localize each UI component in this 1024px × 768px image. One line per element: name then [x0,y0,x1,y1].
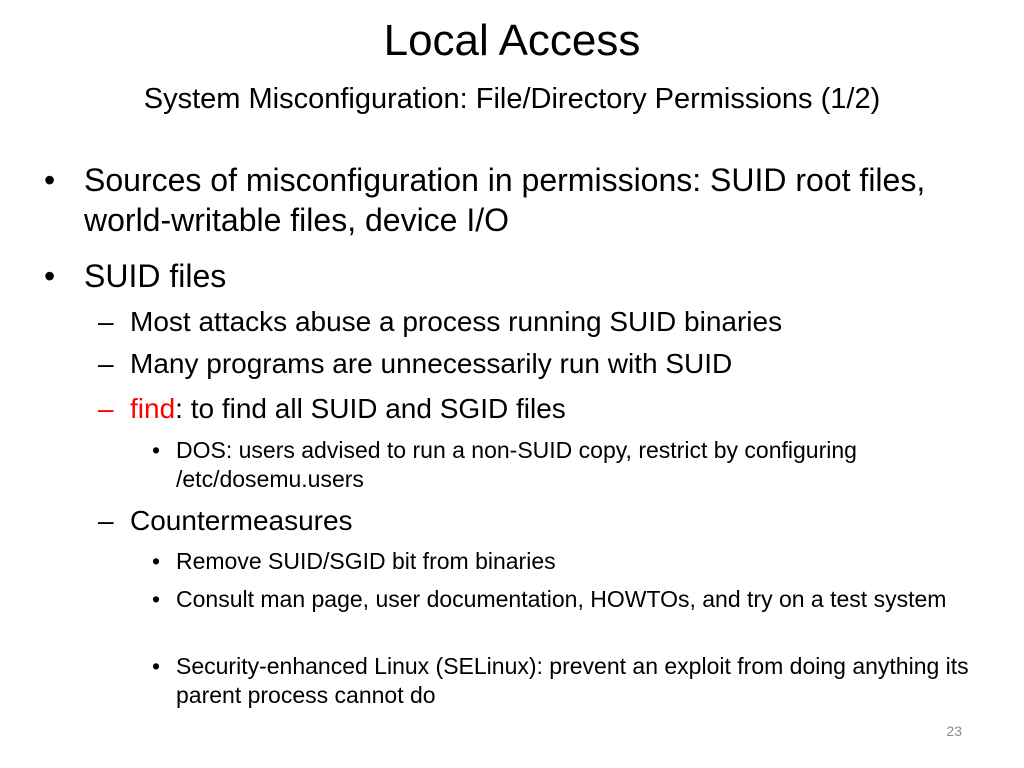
sub-item-countermeasures [98,503,990,539]
bullet-dot-icon: • [152,653,161,679]
dash-icon: – [98,306,114,337]
sub-sub-item-text: Remove SUID/SGID bit from binaries [176,548,556,574]
sub-item-text: Most attacks abuse a process running SUID binaries [130,306,783,337]
bullet-text: SUID files [84,258,227,294]
bullet-dot-icon: • [152,586,161,612]
bullet-dot-icon: • [44,258,56,294]
sub-item-text: : to find all SUID and SGID files [175,393,566,424]
sub-sub-item-text: DOS: users advised to run a non-SUID copy, restrict by configuring /etc/dosemu.users [176,437,857,492]
slide-body [0,160,1024,720]
find-command-highlight: find [130,393,176,424]
sub-sub-item-remove-suid [152,547,976,576]
bullet-dot-icon: • [152,437,161,463]
sub-sub-item-dos [152,436,976,494]
page-number: 23 [946,723,962,739]
sub-sub-item-text: Security-enhanced Linux (SELinux): prevent an exploit from doing anything its parent process cannot do [176,653,969,708]
sub-sub-item-text: Consult man page, user documentation, HOWTOs, and try on a test system [176,586,947,612]
sub-item-most-attacks [98,304,990,340]
bullet-item-suid-files [44,256,984,296]
sub-sub-item-selinux [152,652,976,710]
dash-icon: – [98,505,114,536]
sub-item-find [98,391,990,427]
bullet-item-misconfiguration-sources [44,160,984,240]
bullet-dot-icon: • [44,162,56,198]
dash-icon: – [98,348,114,379]
bullet-dot-icon: • [152,548,161,574]
dash-icon: – [98,393,114,424]
sub-item-many-programs [98,346,990,382]
sub-item-text: Many programs are unnecessarily run with SUID [130,348,733,379]
slide-title: Local Access [383,16,641,65]
bullet-text: Sources of misconfiguration in permissions: SUID root files, world-writable files, device I/O [84,162,926,238]
slide-subtitle: System Misconfiguration: File/Directory Permissions (1/2) [143,83,881,115]
sub-sub-item-consult-man-page [152,585,976,614]
sub-item-text: Countermeasures [130,505,353,536]
